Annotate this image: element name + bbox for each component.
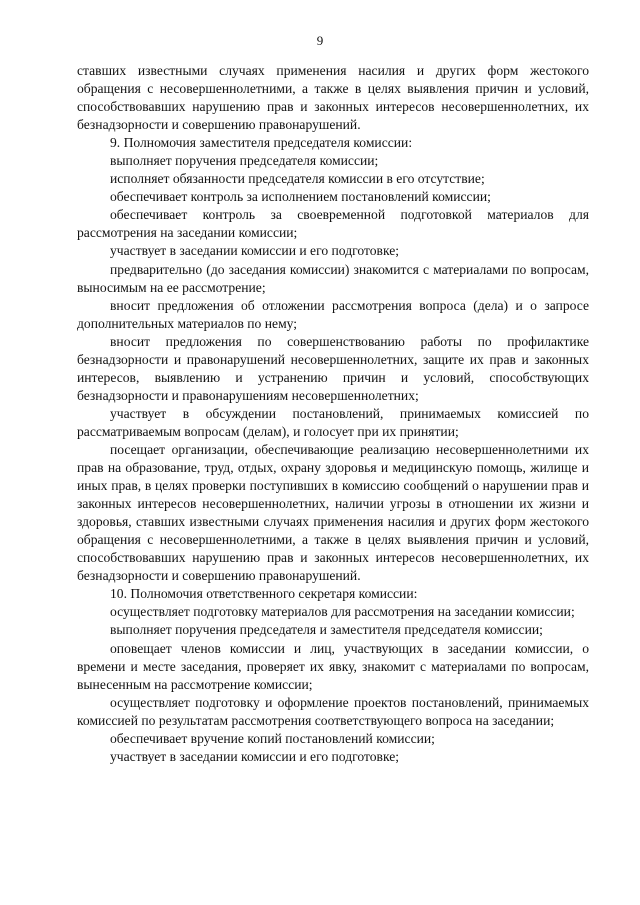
paragraph: 9. Полномочия заместителя председателя комиссии: [110,135,413,151]
paragraph: ставших известными случаях применения насилия и других форм жестокого обращения с несовершеннолетними, а также в целях выявления причин и условий, способствовавших нарушению прав и законных интересов несовершеннолетних, их безнадзорности и совершению правонарушений. [77,63,589,133]
paragraph: оповещает членов комиссии и лиц, участвующих в заседании комиссии, о времени и месте заседания, проверяет их явку, знакомит с материалами по вопросам, вынесенным на рассмотрение комиссии; [77,640,589,692]
paragraph: вносит предложения об отложении рассмотрения вопроса (дела) и о запросе дополнительных материалов по нему; [77,297,589,331]
paragraph: исполняет обязанности председателя комиссии в его отсутствие; [110,171,485,187]
paragraph: вносит предложения по совершенствованию работы по профилактике безнадзорности и правонарушений несовершеннолетних, защите их прав и законных интересов, выявлению и устранению причин и условий, способствующих безнадзорности и правонарушениям несовершеннолетних; [77,333,589,403]
paragraph: обеспечивает контроль за своевременной подготовкой материалов для рассмотрения на заседании комиссии; [77,207,589,241]
page-number: 9 [316,33,324,48]
paragraph: обеспечивает вручение копий постановлений комиссии; [110,730,435,746]
paragraph: посещает организации, обеспечивающие реализацию несовершеннолетними их прав на образование, труд, отдых, охрану здоровья и медицинскую помощь, жилище и иных прав, в целях проверки поступивших в комиссию сообщений о нарушении прав и законных интересов несовершеннолетних, наличии угрозы в отношении их жизни и здоровья, ставших известными случаях применения насилия и других форм жестокого обращения с несовершеннолетними, а также в целях выявления причин и условий, способствовавших нарушению прав и законных интересов несовершеннолетних, их безнадзорности и совершению правонарушений. [77,441,589,584]
paragraph: участвует в заседании комиссии и его подготовке; [110,748,400,764]
paragraph: осуществляет подготовку материалов для рассмотрения на заседании комиссии; [110,604,575,620]
paragraph: осуществляет подготовку и оформление проектов постановлений, принимаемых комиссией по результатам рассмотрения соответствующего вопроса на заседании; [77,694,589,728]
paragraph: выполняет поручения председателя и заместителя председателя комиссии; [110,622,543,638]
paragraph: участвует в заседании комиссии и его подготовке; [110,243,400,259]
paragraph: обеспечивает контроль за исполнением постановлений комиссии; [110,189,491,205]
paragraph: выполняет поручения председателя комиссии; [110,153,379,169]
paragraph: участвует в обсуждении постановлений, принимаемых комиссией по рассматриваемым вопросам (делам), и голосует при их принятии; [77,405,589,439]
paragraph: 10. Полномочия ответственного секретаря комиссии: [110,586,418,602]
paragraph: предварительно (до заседания комиссии) знакомится с материалами по вопросам, выносимым на ее рассмотрение; [77,261,589,295]
document-body [77,62,589,766]
